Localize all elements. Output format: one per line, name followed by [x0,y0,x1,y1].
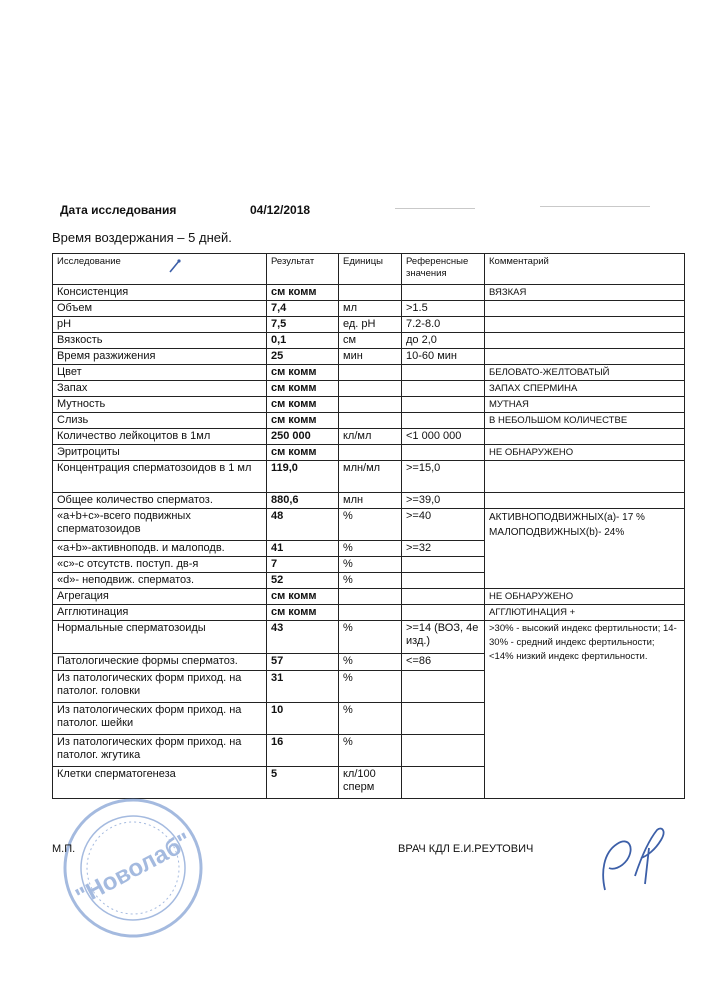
header-result: Результат [267,254,339,285]
row-reference [402,671,485,703]
row-result: 10 [267,703,339,735]
row-test: Слизь [53,413,267,429]
table-row [53,413,685,429]
row-test: Клетки сперматогенеза [53,767,267,799]
row-test: Объем [53,301,267,317]
table-row [53,621,685,654]
row-result: см комм [267,397,339,413]
header-units: Единицы [339,254,402,285]
row-result: 0,1 [267,333,339,349]
row-units [339,365,402,381]
row-reference [402,285,485,301]
row-reference [402,605,485,621]
row-comment [485,301,685,317]
row-reference: до 2,0 [402,333,485,349]
row-result: 880,6 [267,493,339,509]
study-date-label: Дата исследования [60,203,177,217]
row-test: Общее количество сперматоз. [53,493,267,509]
row-reference [402,365,485,381]
row-reference [402,767,485,799]
row-test: «a+b+c»-всего подвижных сперматозоидов [53,509,267,541]
row-units [339,285,402,301]
row-test: Время разжижения [53,349,267,365]
row-test: Нормальные сперматозоиды [53,621,267,654]
row-reference: >=15,0 [402,461,485,493]
row-reference [402,589,485,605]
row-comment: В НЕБОЛЬШОМ КОЛИЧЕСТВЕ [485,413,685,429]
row-result: см комм [267,589,339,605]
row-test: Вязкость [53,333,267,349]
table-row [53,349,685,365]
row-reference [402,397,485,413]
row-units: млн [339,493,402,509]
row-reference: <1 000 000 [402,429,485,445]
row-result: см комм [267,413,339,429]
row-result: см комм [267,381,339,397]
row-reference: >=40 [402,509,485,541]
table-row [53,365,685,381]
row-units [339,445,402,461]
row-units [339,397,402,413]
row-units: кл/100 сперм [339,767,402,799]
row-units [339,413,402,429]
row-test: Концентрация сперматозоидов в 1 мл [53,461,267,493]
row-reference: >1.5 [402,301,485,317]
table-row [53,317,685,333]
row-test: Из патологических форм приход. на патолог. жгутика [53,735,267,767]
row-result: 5 [267,767,339,799]
row-comment: МУТНАЯ [485,397,685,413]
row-result: 7,4 [267,301,339,317]
row-units: мин [339,349,402,365]
row-units [339,381,402,397]
row-reference: >=14 (ВОЗ, 4е изд.) [402,621,485,654]
row-test: Количество лейкоцитов в 1мл [53,429,267,445]
row-result: 250 000 [267,429,339,445]
header-reference: Референсные значения [402,254,485,285]
row-result: 119,0 [267,461,339,493]
row-comment [485,493,685,509]
row-comment [485,349,685,365]
row-reference: >=32 [402,541,485,557]
table-row [53,445,685,461]
row-reference [402,735,485,767]
row-units: % [339,557,402,573]
row-reference: 10-60 мин [402,349,485,365]
row-test: Из патологических форм приход. на патолог. головки [53,671,267,703]
row-result: см комм [267,605,339,621]
row-comment [485,461,685,493]
row-result: 31 [267,671,339,703]
row-test: pH [53,317,267,333]
row-test: «d»- неподвиж. сперматоз. [53,573,267,589]
row-test: Из патологических форм приход. на патолог. шейки [53,703,267,735]
row-test: Эритроциты [53,445,267,461]
row-comment: ЗАПАХ СПЕРМИНА [485,381,685,397]
table-row [53,589,685,605]
row-units: % [339,621,402,654]
row-units: см [339,333,402,349]
row-units [339,605,402,621]
doctor-signature [583,818,678,898]
row-result: 57 [267,654,339,671]
row-result: 52 [267,573,339,589]
motility-comment-line1: АКТИВНОПОДВИЖНЫХ(a)- 17 % [489,512,645,523]
row-test: «c»-с отсутств. поступ. дв-я [53,557,267,573]
row-units [339,589,402,605]
row-units: млн/мл [339,461,402,493]
table-row [53,397,685,413]
scan-artifact-line [395,208,475,209]
row-result: см комм [267,445,339,461]
row-units: % [339,671,402,703]
header-test: Исследование [53,254,267,285]
table-row [53,381,685,397]
row-reference [402,557,485,573]
row-reference: >=39,0 [402,493,485,509]
study-date-value: 04/12/2018 [250,203,311,217]
row-reference: <=86 [402,654,485,671]
table-row [53,493,685,509]
row-test: Запах [53,381,267,397]
row-units: кл/мл [339,429,402,445]
fertility-index-comment: >30% - высокий индекс фертильности; 14-30% - средний индекс фертильности; <14% низкий индекс фертильности. [485,621,685,799]
table-row [53,509,685,541]
row-reference [402,413,485,429]
row-result: 7,5 [267,317,339,333]
motility-comment [485,509,685,589]
row-result: 16 [267,735,339,767]
row-test: Агглютинация [53,605,267,621]
table-row [53,429,685,445]
doctor-name: ВРАЧ КДЛ Е.И.РЕУТОВИЧ [398,843,534,855]
row-result: 43 [267,621,339,654]
row-comment: БЕЛОВАТО-ЖЕЛТОВАТЫЙ [485,365,685,381]
scan-artifact-line [540,206,650,207]
row-test: Мутность [53,397,267,413]
table-row [53,605,685,621]
abstinence-period: Время воздержания – 5 дней. [52,230,232,245]
semen-analysis-table [52,253,685,799]
stamp-name: "Новолаб" [71,827,196,911]
row-comment: ВЯЗКАЯ [485,285,685,301]
row-units: % [339,573,402,589]
row-comment: НЕ ОБНАРУЖЕНО [485,445,685,461]
motility-comment-line2: МАЛОПОДВИЖНЫХ(b)- 24% [489,527,625,538]
row-units: ед. pH [339,317,402,333]
row-comment: НЕ ОБНАРУЖЕНО [485,589,685,605]
table-row [53,461,685,493]
header-comment: Комментарий [485,254,685,285]
row-comment [485,429,685,445]
row-test: Консистенция [53,285,267,301]
seal-placeholder: М.П. [52,843,76,855]
row-comment [485,317,685,333]
row-units: % [339,735,402,767]
row-units: % [339,541,402,557]
row-units: % [339,703,402,735]
row-reference [402,445,485,461]
row-reference: 7.2-8.0 [402,317,485,333]
row-result: 41 [267,541,339,557]
row-result: 25 [267,349,339,365]
table-row [53,333,685,349]
row-test: «a+b»-активноподв. и малоподв. [53,541,267,557]
row-result: 48 [267,509,339,541]
pen-mark-icon [168,258,182,274]
row-reference [402,381,485,397]
row-reference [402,573,485,589]
row-units: % [339,509,402,541]
row-result: см комм [267,365,339,381]
row-test: Патологические формы сперматоз. [53,654,267,671]
row-reference [402,703,485,735]
row-result: 7 [267,557,339,573]
table-header-row [53,254,685,285]
row-units: мл [339,301,402,317]
row-test: Цвет [53,365,267,381]
row-comment: АГГЛЮТИНАЦИЯ + [485,605,685,621]
table-row [53,285,685,301]
row-units: % [339,654,402,671]
table-row [53,301,685,317]
row-test: Агрегация [53,589,267,605]
row-comment [485,333,685,349]
row-result: см комм [267,285,339,301]
clinic-stamp [58,793,208,943]
